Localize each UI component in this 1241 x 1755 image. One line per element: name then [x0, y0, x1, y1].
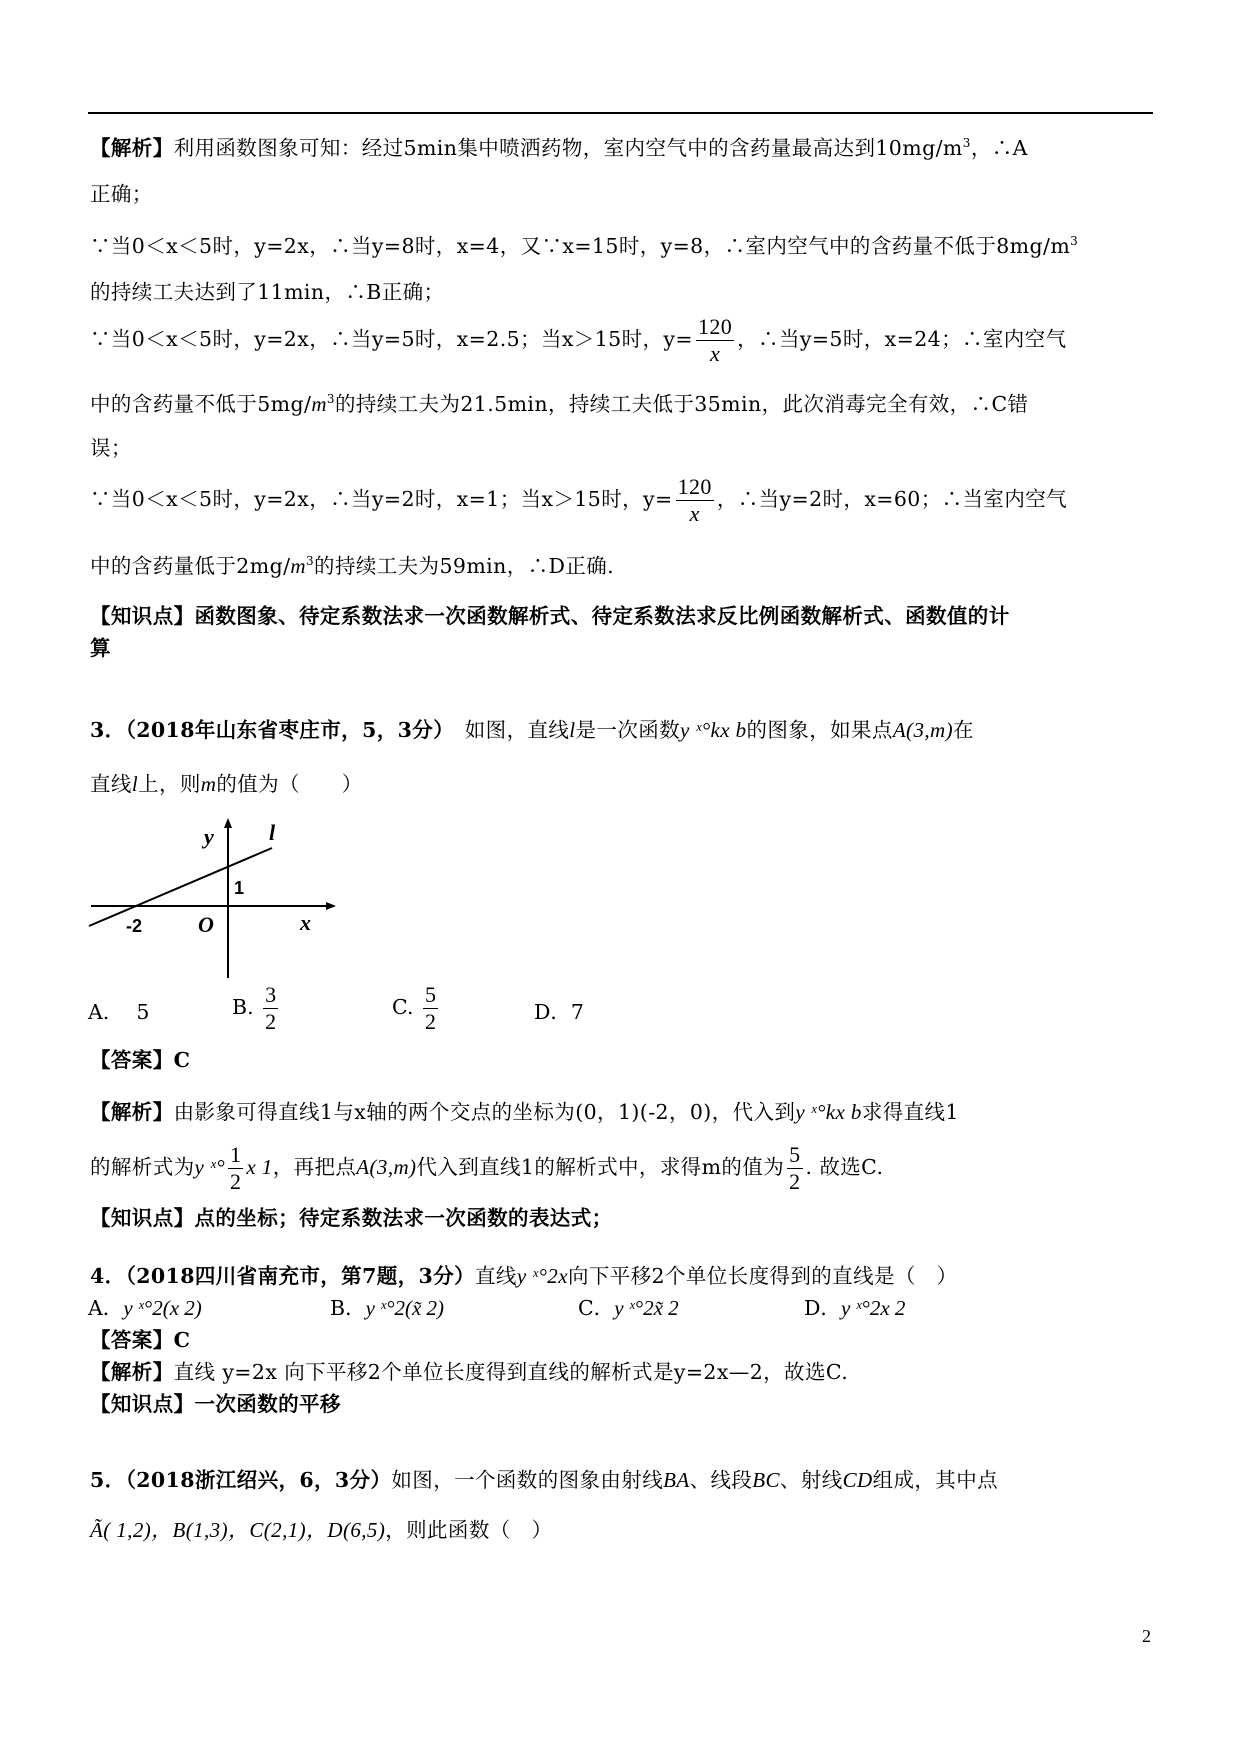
- q3-stem-line-2: 直线l上，则m的值为（ ）: [90, 772, 363, 796]
- q3-analysis-line-1: 【解析】由影象可得直线1与x轴的两个交点的坐标为(0，1)(-2，0)，代入到y ˣ°kx b求得直线1: [90, 1100, 959, 1124]
- y-axis-arrow: [224, 818, 232, 828]
- q2-analysis-line-3: ∵当0＜x＜5时，y=2x，∴当y=8时，x=4，又∵x=15时，y=8，∴室内空气中的含药量不低于$8mg/m^3$: [90, 234, 1079, 258]
- q4-option-b: B．y ˣ°2(x̃ 2): [330, 1296, 445, 1320]
- q2-analysis-line-2: 正确；: [90, 182, 153, 206]
- origin-label: O: [198, 912, 214, 937]
- q4-option-a: A．y ˣ°2(x 2): [88, 1296, 202, 1320]
- q4-stem: 4．（2018四川省南充市，第7题，3分）直线y ˣ°2x向下平移2个单位长度得到的直线是（ ）: [90, 1264, 958, 1288]
- fraction-120-over-x: $\frac{120}{x}$: [697, 314, 733, 366]
- q5-stem-line-1: 5．（2018浙江绍兴，6，3分）如图，一个函数的图象由射线BA、线段BC、射线CD组成，其中点: [90, 1468, 999, 1492]
- line-l: [89, 848, 272, 926]
- q3-answer: 【答案】C: [90, 1048, 191, 1072]
- fraction-120-over-x: $\frac{120}{x}$: [677, 474, 712, 526]
- q4-analysis: 【解析】直线 y=2x 向下平移2个单位长度得到直线的解析式是y=2x—2，故选C.: [90, 1360, 849, 1384]
- y-axis-label: y: [204, 824, 214, 849]
- q5-stem-line-2: Ã( 1,2)，B(1,3)，C(2,1)，D(6,5)，则此函数（ ）: [90, 1518, 553, 1542]
- q3-stem-line-1: 3．（2018年山东省枣庄市，5，3分） 如图，直线l是一次函数y ˣ°kx b的图象，如果点A(3,m)在: [90, 718, 974, 742]
- q2-analysis-line-9: 中的含药量低于$2mg/m^3$的持续工夫为59min，∴D正确.: [90, 554, 615, 578]
- q5-header: 5．（2018浙江绍兴，6，3分）: [90, 1468, 392, 1492]
- q3-analysis-line-2: 的解析式为y ˣ° $\frac{1}{2}$ x 1，再把点A(3,m)代入到直线1的解析式中，求得m的值为 $\frac{5}{2}$ . 故选C.: [90, 1142, 884, 1194]
- q2-analysis-line-5: ∵当0＜x＜5时，y=2x，∴当y=5时，x=2.5；当x＞15时，y= $\frac{120}{x}$ ，∴当y=5时，x=24；∴室内空气: [90, 314, 1067, 366]
- q3-option-d: D．7: [534, 1000, 584, 1024]
- q4-knowledge: 【知识点】一次函数的平移: [90, 1392, 341, 1416]
- q2-analysis-line-8: ∵当0＜x＜5时，y=2x，∴当y=2时，x=1；当x＞15时，y= $\frac{120}{x}$ ，∴当y=2时，x=60；∴当室内空气: [90, 474, 1068, 526]
- q3-option-a: A. 5: [88, 1000, 150, 1024]
- x-axis-label: x: [300, 910, 311, 935]
- page-number: 2: [1142, 1626, 1151, 1646]
- header-rule: [88, 112, 1153, 114]
- q3-knowledge: 【知识点】点的坐标；待定系数法求一次函数的表达式；: [90, 1206, 613, 1230]
- q4-answer: 【答案】C: [90, 1328, 191, 1352]
- q2-analysis-line-1: 【解析】利用函数图象可知：经过5min集中喷洒药物，室内空气中的含药量最高达到$10mg/m^3$，∴A: [90, 136, 1028, 160]
- q2-analysis-line-6: 中的含药量不低于$5mg/m^3$的持续工夫为21.5min，持续工夫低于35min，此次消毒完全有效，∴C错: [90, 392, 1029, 416]
- q2-analysis-line-7: 误；: [90, 436, 132, 460]
- intercept-neg2-label: -2: [126, 916, 143, 936]
- q3-header: 3．（2018年山东省枣庄市，5，3分）: [90, 718, 444, 742]
- q3-option-b: B. $\frac{3}{2}$: [232, 982, 277, 1034]
- q4-option-c: C．y ˣ°2x̃ 2: [578, 1296, 679, 1320]
- q2-knowledge-line-1: 【知识点】函数图象、待定系数法求一次函数解析式、待定系数法求反比例函数解析式、函数值的计: [90, 604, 1010, 628]
- q2-knowledge-line-2: 算: [90, 636, 111, 660]
- intercept-1-label: 1: [234, 878, 245, 898]
- line-graph-figure: [86, 818, 336, 978]
- analysis-label: 【解析】: [90, 136, 174, 160]
- x-axis-arrow: [326, 902, 336, 910]
- q2-analysis-line-4: 的持续工夫达到了11min，∴B正确；: [90, 280, 445, 304]
- q4-option-d: D．y ˣ°2x 2: [804, 1296, 906, 1320]
- q3-option-c: C. $\frac{5}{2}$: [392, 982, 437, 1034]
- line-l-label: l: [269, 820, 276, 845]
- q4-header: 4．（2018四川省南充市，第7题，3分）: [90, 1264, 475, 1288]
